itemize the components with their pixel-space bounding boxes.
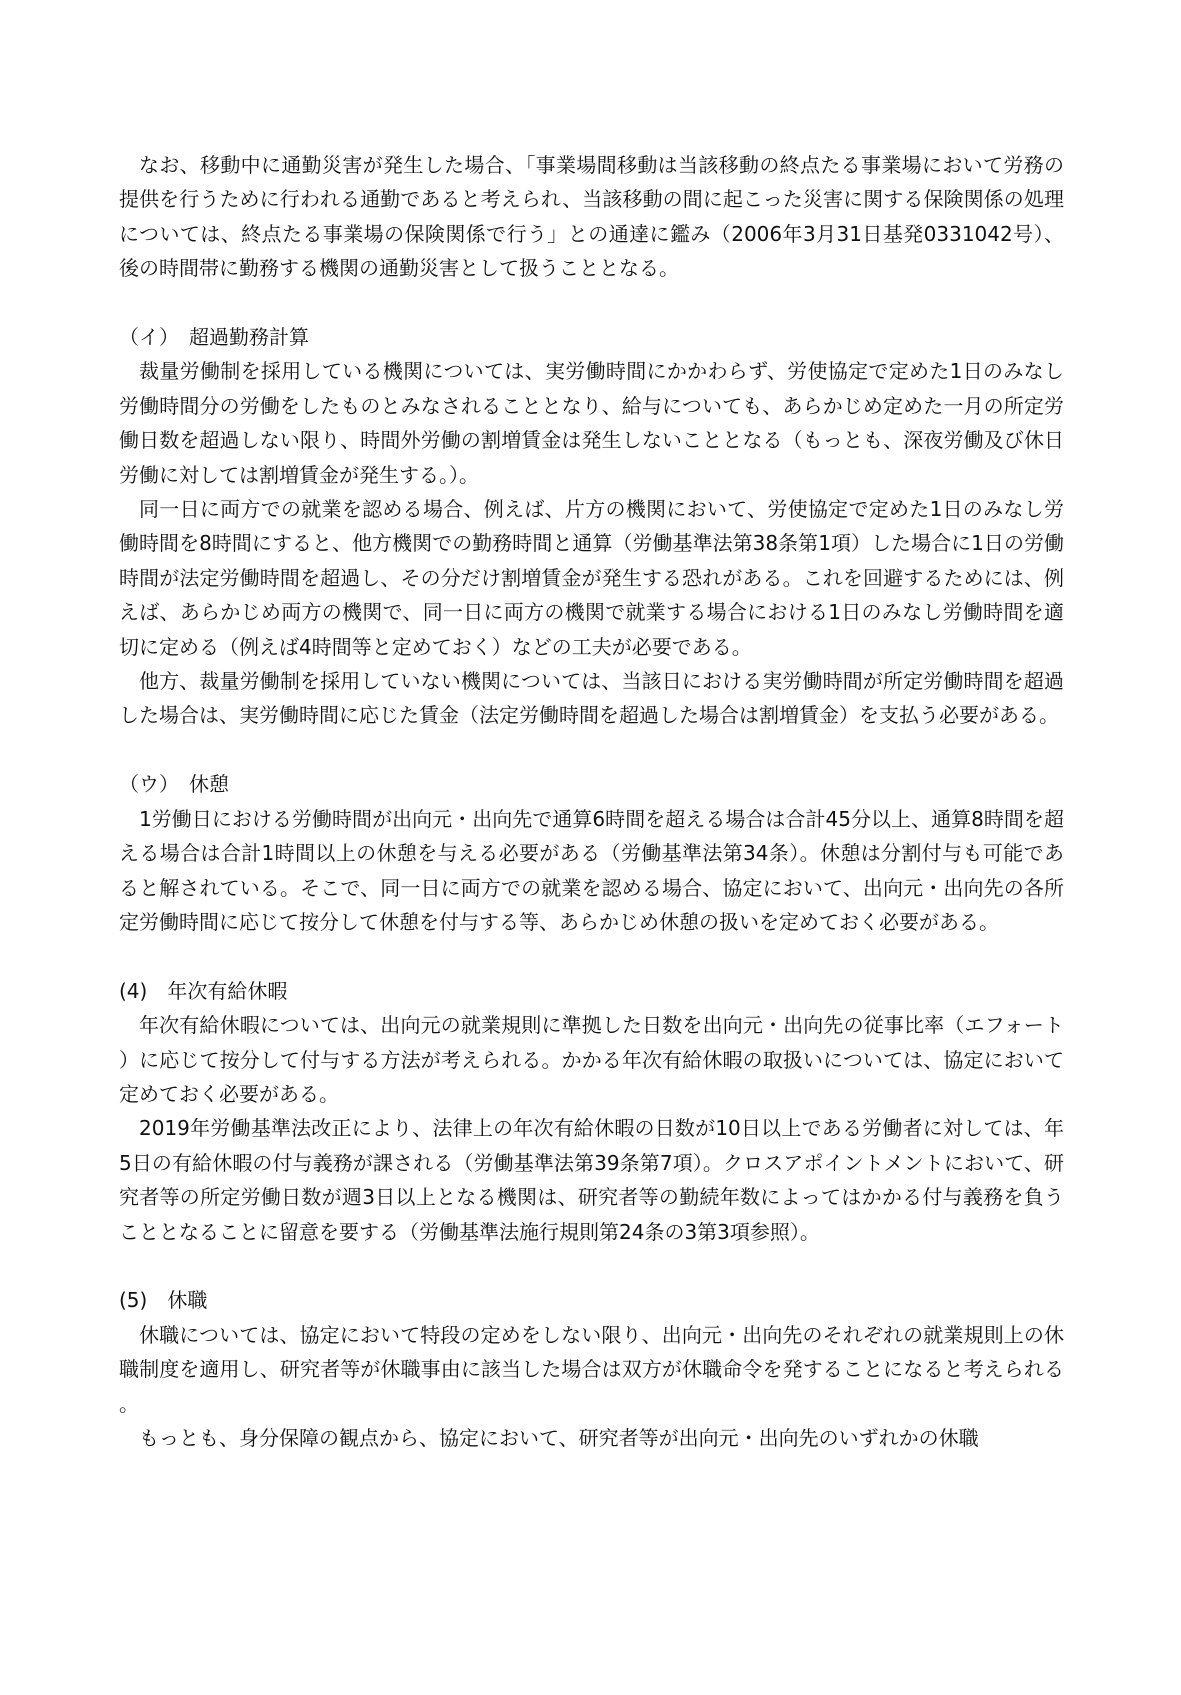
annual-leave-paragraph-1: 年次有給休暇については、出向元の就業規則に準拠した日数を出向元・出向先の従事比率（エフォート）に応じて按分して付与する方法が考えられる。かかる年次有給休暇の取扱いについては、協定において定めておく必要がある。 <box>119 1013 1064 1106</box>
section-spacer <box>119 1249 1064 1283</box>
section-spacer <box>119 733 1064 767</box>
leave-of-absence-paragraph-1: 休職については、協定において特段の定めをしない限り、出向元・出向先のそれぞれの就業規則上の休職制度を適用し、研究者等が休職事由に該当した場合は双方が休職命令を発することになると考えられる。 <box>119 1322 1064 1416</box>
section-annual-paid-leave <box>119 974 1064 1249</box>
section-spacer <box>119 939 1064 973</box>
annual-leave-paragraph-2: 2019年労働基準法改正により、法律上の年次有給休暇の日数が10日以上である労働者に対しては、年5日の有給休暇の付与義務が課される（労働基準法第39条第7項）。クロスアポイントメントにおいて、研究者等の所定労働日数が週3日以上となる機関は、研究者等の勤続年数によってはかかる付与義務を負うこととなることに留意を要する（労働基準法施行規則第24条の3第3項参照）。 <box>119 1116 1064 1244</box>
overtime-paragraph-3: 他方、裁量労働制を採用していない機関については、当該日における実労働時間が所定労働時間を超過した場合は、実労働時間に応じた賃金（法定労働時間を超過した場合は割増賃金）を支払う必要がある。 <box>119 669 1064 728</box>
overtime-paragraph-2: 同一日に両方での就業を認める場合、例えば、片方の機関において、労使協定で定めた1日のみなし労働時間を8時間にすると、他方機関での勤務時間と通算（労働基準法第38条第1項）した場合に1日の労働時間が法定労働時間を超過し、その分だけ割増賃金が発生する恐れがある。これを回避するためには、例えば、あらかじめ両方の機関で、同一日に両方の機関で就業する場合における1日のみなし労働時間を適切に定める（例えば4時間等と定めておく）などの工夫が必要である。 <box>119 497 1064 659</box>
section-overtime-calculation <box>119 320 1064 733</box>
leave-of-absence-paragraph-2: もっとも、身分保障の観点から、協定において、研究者等が出向元・出向先のいずれかの休職 <box>139 1425 979 1450</box>
section-heading-annual-leave: (4) 年次有給休暇 <box>119 978 288 1003</box>
section-heading-rest: （ウ） 休憩 <box>119 772 229 797</box>
document-body <box>119 148 1064 1455</box>
section-rest-break <box>119 767 1064 939</box>
section-heading-overtime: （イ） 超過勤務計算 <box>119 325 309 350</box>
intro-paragraph: なお、移動中に通勤災害が発生した場合、「事業場間移動は当該移動の終点たる事業場において労務の提供を行うために行われる通勤であると考えられ、当該移動の間に起こった災害に関する保険関係の処理については、終点たる事業場の保険関係で行う」との通達に鑑み（2006年3月31日基発0331042号）、後の時間帯に勤務する機関の通勤災害として扱うこととなる。 <box>119 153 1064 281</box>
section-spacer <box>119 286 1064 320</box>
rest-paragraph-1: 1労働日における労働時間が出向元・出向先で通算6時間を超える場合は合計45分以上、通算8時間を超える場合は合計1時間以上の休憩を与える必要がある（労働基準法第34条）。休憩は分割付与も可能であると解されている。そこで、同一日に両方での就業を認める場合、協定において、出向元・出向先の各所定労働時間に応じて按分して休憩を付与する等、あらかじめ休憩の扱いを定めておく必要がある。 <box>119 806 1064 934</box>
section-heading-leave-of-absence: (5) 休職 <box>119 1288 208 1313</box>
overtime-paragraph-1: 裁量労働制を採用している機関については、実労働時間にかかわらず、労使協定で定めた1日のみなし労働時間分の労働をしたものとみなされることとなり、給与についても、あらかじめ定めた一月の所定労働日数を超過しない限り、時間外労働の割増賃金は発生しないこととなる（もっとも、深夜労働及び休日労働に対しては割増賃金が発生する。）。 <box>119 359 1064 487</box>
section-leave-of-absence <box>119 1283 1064 1455</box>
